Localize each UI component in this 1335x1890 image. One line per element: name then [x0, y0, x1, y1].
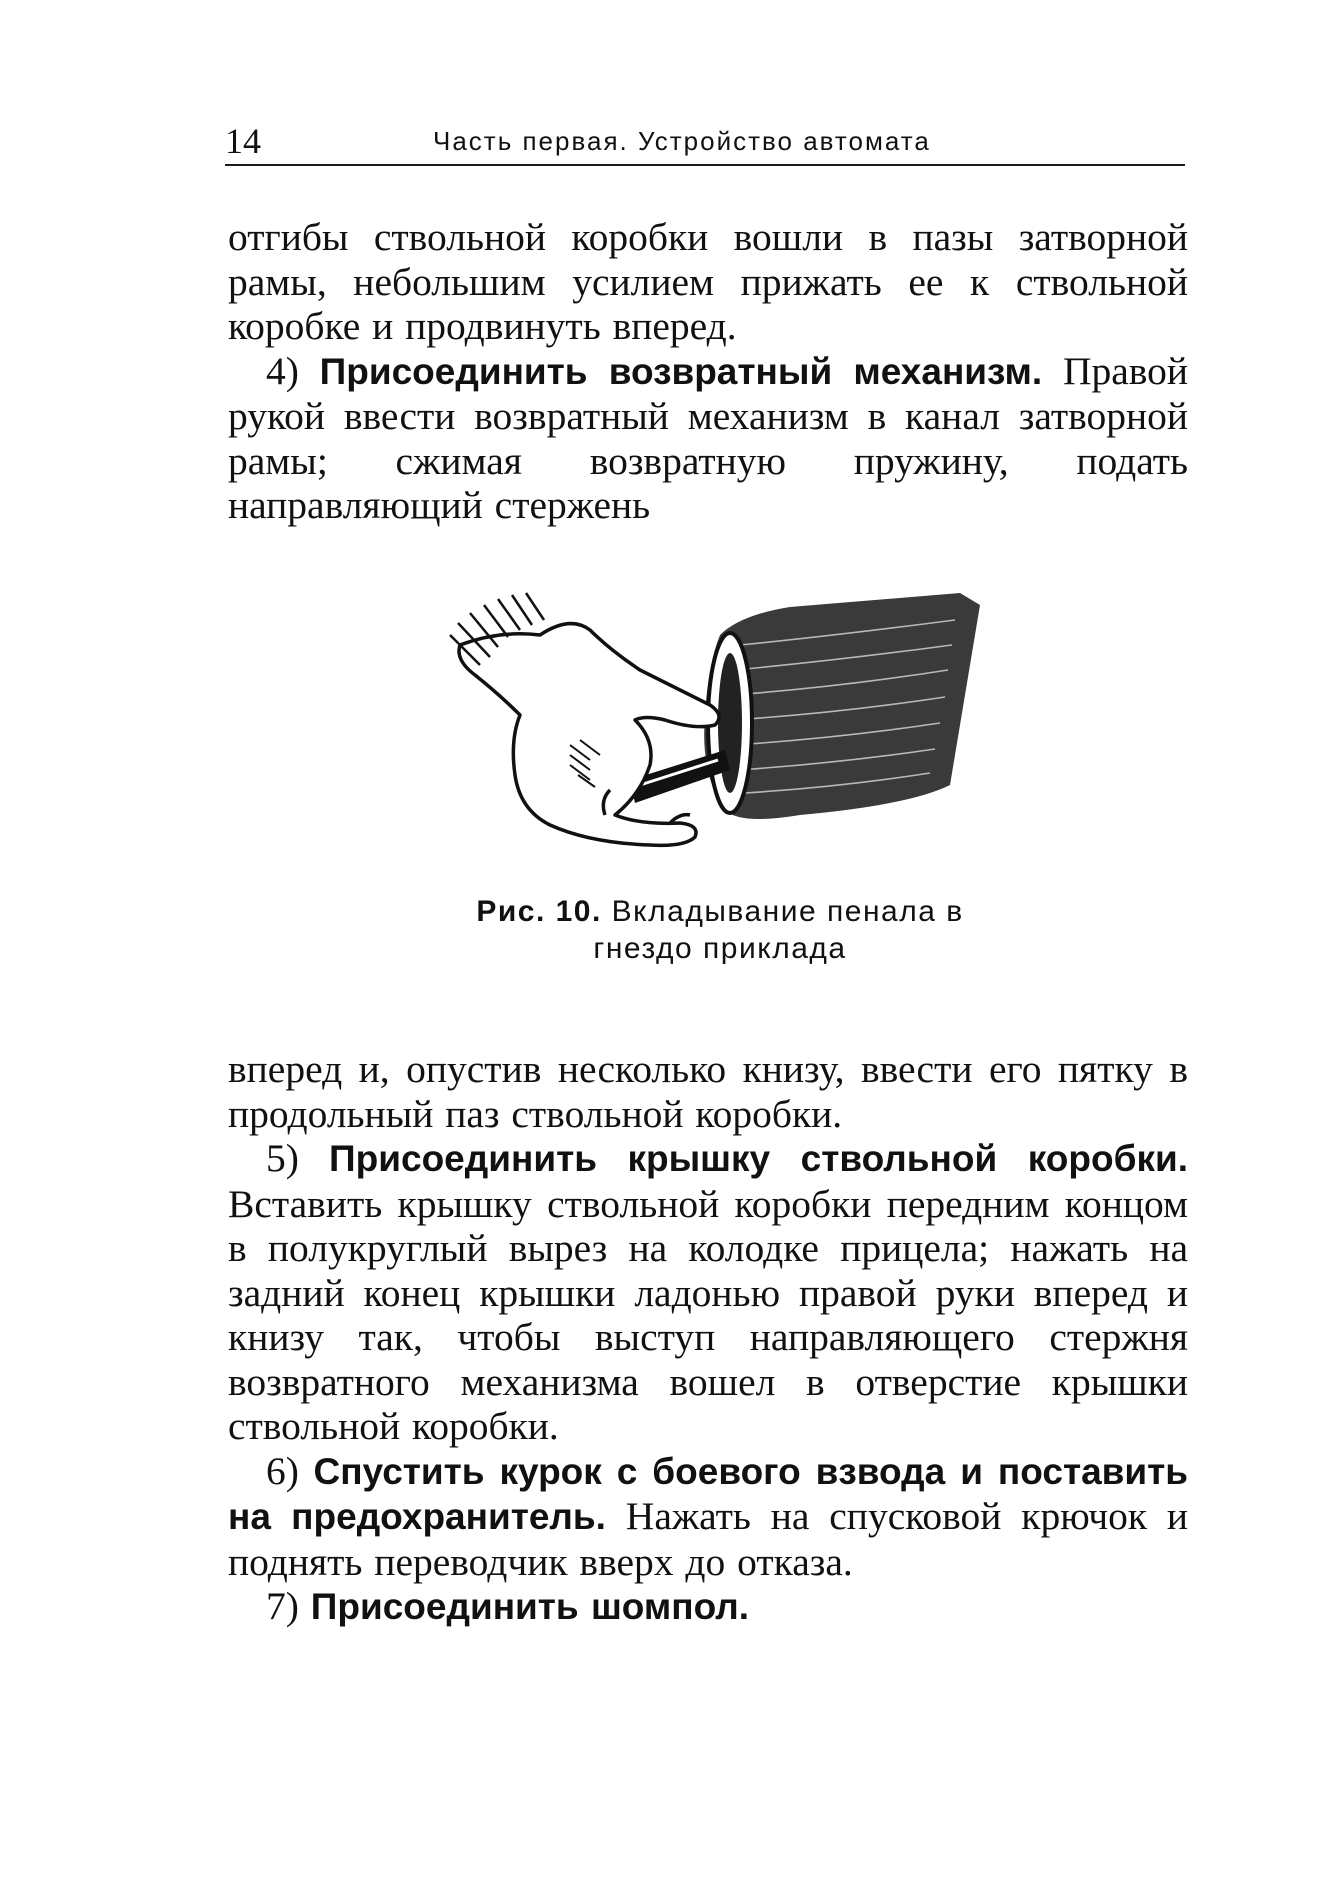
step-6-number: 6)	[266, 1448, 299, 1493]
step-5-title: Присоединить крышку ствольной коробки.	[329, 1138, 1189, 1179]
step-7-number: 7)	[266, 1584, 299, 1628]
step-5-number: 5)	[266, 1136, 299, 1180]
buttstock-drawing	[704, 593, 980, 819]
step-7-title: Присоединить шомпол.	[310, 1586, 750, 1627]
step-6-title: Спустить курок с боевого взвода и поставить на предохранитель.	[228, 1450, 1189, 1537]
step-5-text: Вставить крышку ствольной коробки передним концом в полукруглый вырез на колодке прицела; нажать на задний конец крышки ладонью правой руки вперед и книзу так, чтобы выступ направляющего стержня возвратного механизма вошел в отверстие крышки ствольной коробки.	[228, 1181, 1188, 1448]
paragraph-continuation: отгибы ствольной коробки вошли в пазы затворной рамы, небольшим усилием прижать ее к ствольной коробке и продвинуть вперед.	[228, 215, 1188, 348]
page-header	[225, 112, 1185, 166]
figure-caption	[440, 893, 1000, 967]
hand-drawing	[459, 624, 719, 846]
step-4-text: Правой рукой ввести возвратный механизм в канал затворной рамы; сжимая возвратную пружину, подать направляющий стержень	[228, 348, 1189, 527]
running-head: Часть первая. Устройство автомата	[433, 126, 931, 156]
step-4	[228, 349, 1188, 528]
figure-caption-text: Вкладывание пенала в гнездо приклада	[593, 895, 964, 965]
figure-label: Рис. 10.	[476, 895, 602, 928]
text-block-top	[228, 215, 1188, 528]
text-block-bottom	[228, 1047, 1188, 1630]
step-4-number: 4)	[266, 348, 299, 393]
step-6-text: Нажать на спусковой крючок и поднять переводчик вверх до отказа.	[228, 1494, 1189, 1584]
step-4-title: Присоединить возвратный механизм.	[319, 350, 1043, 392]
paragraph-continuation-2: вперед и, опустив несколько книзу, ввести его пятку в продольный паз ствольной коробки.	[228, 1047, 1188, 1136]
step-5	[228, 1136, 1188, 1449]
step-6	[228, 1449, 1188, 1585]
page-number: 14	[225, 121, 261, 161]
step-7	[228, 1584, 1188, 1630]
hand-inserting-case-into-stock-illustration	[440, 575, 1000, 875]
